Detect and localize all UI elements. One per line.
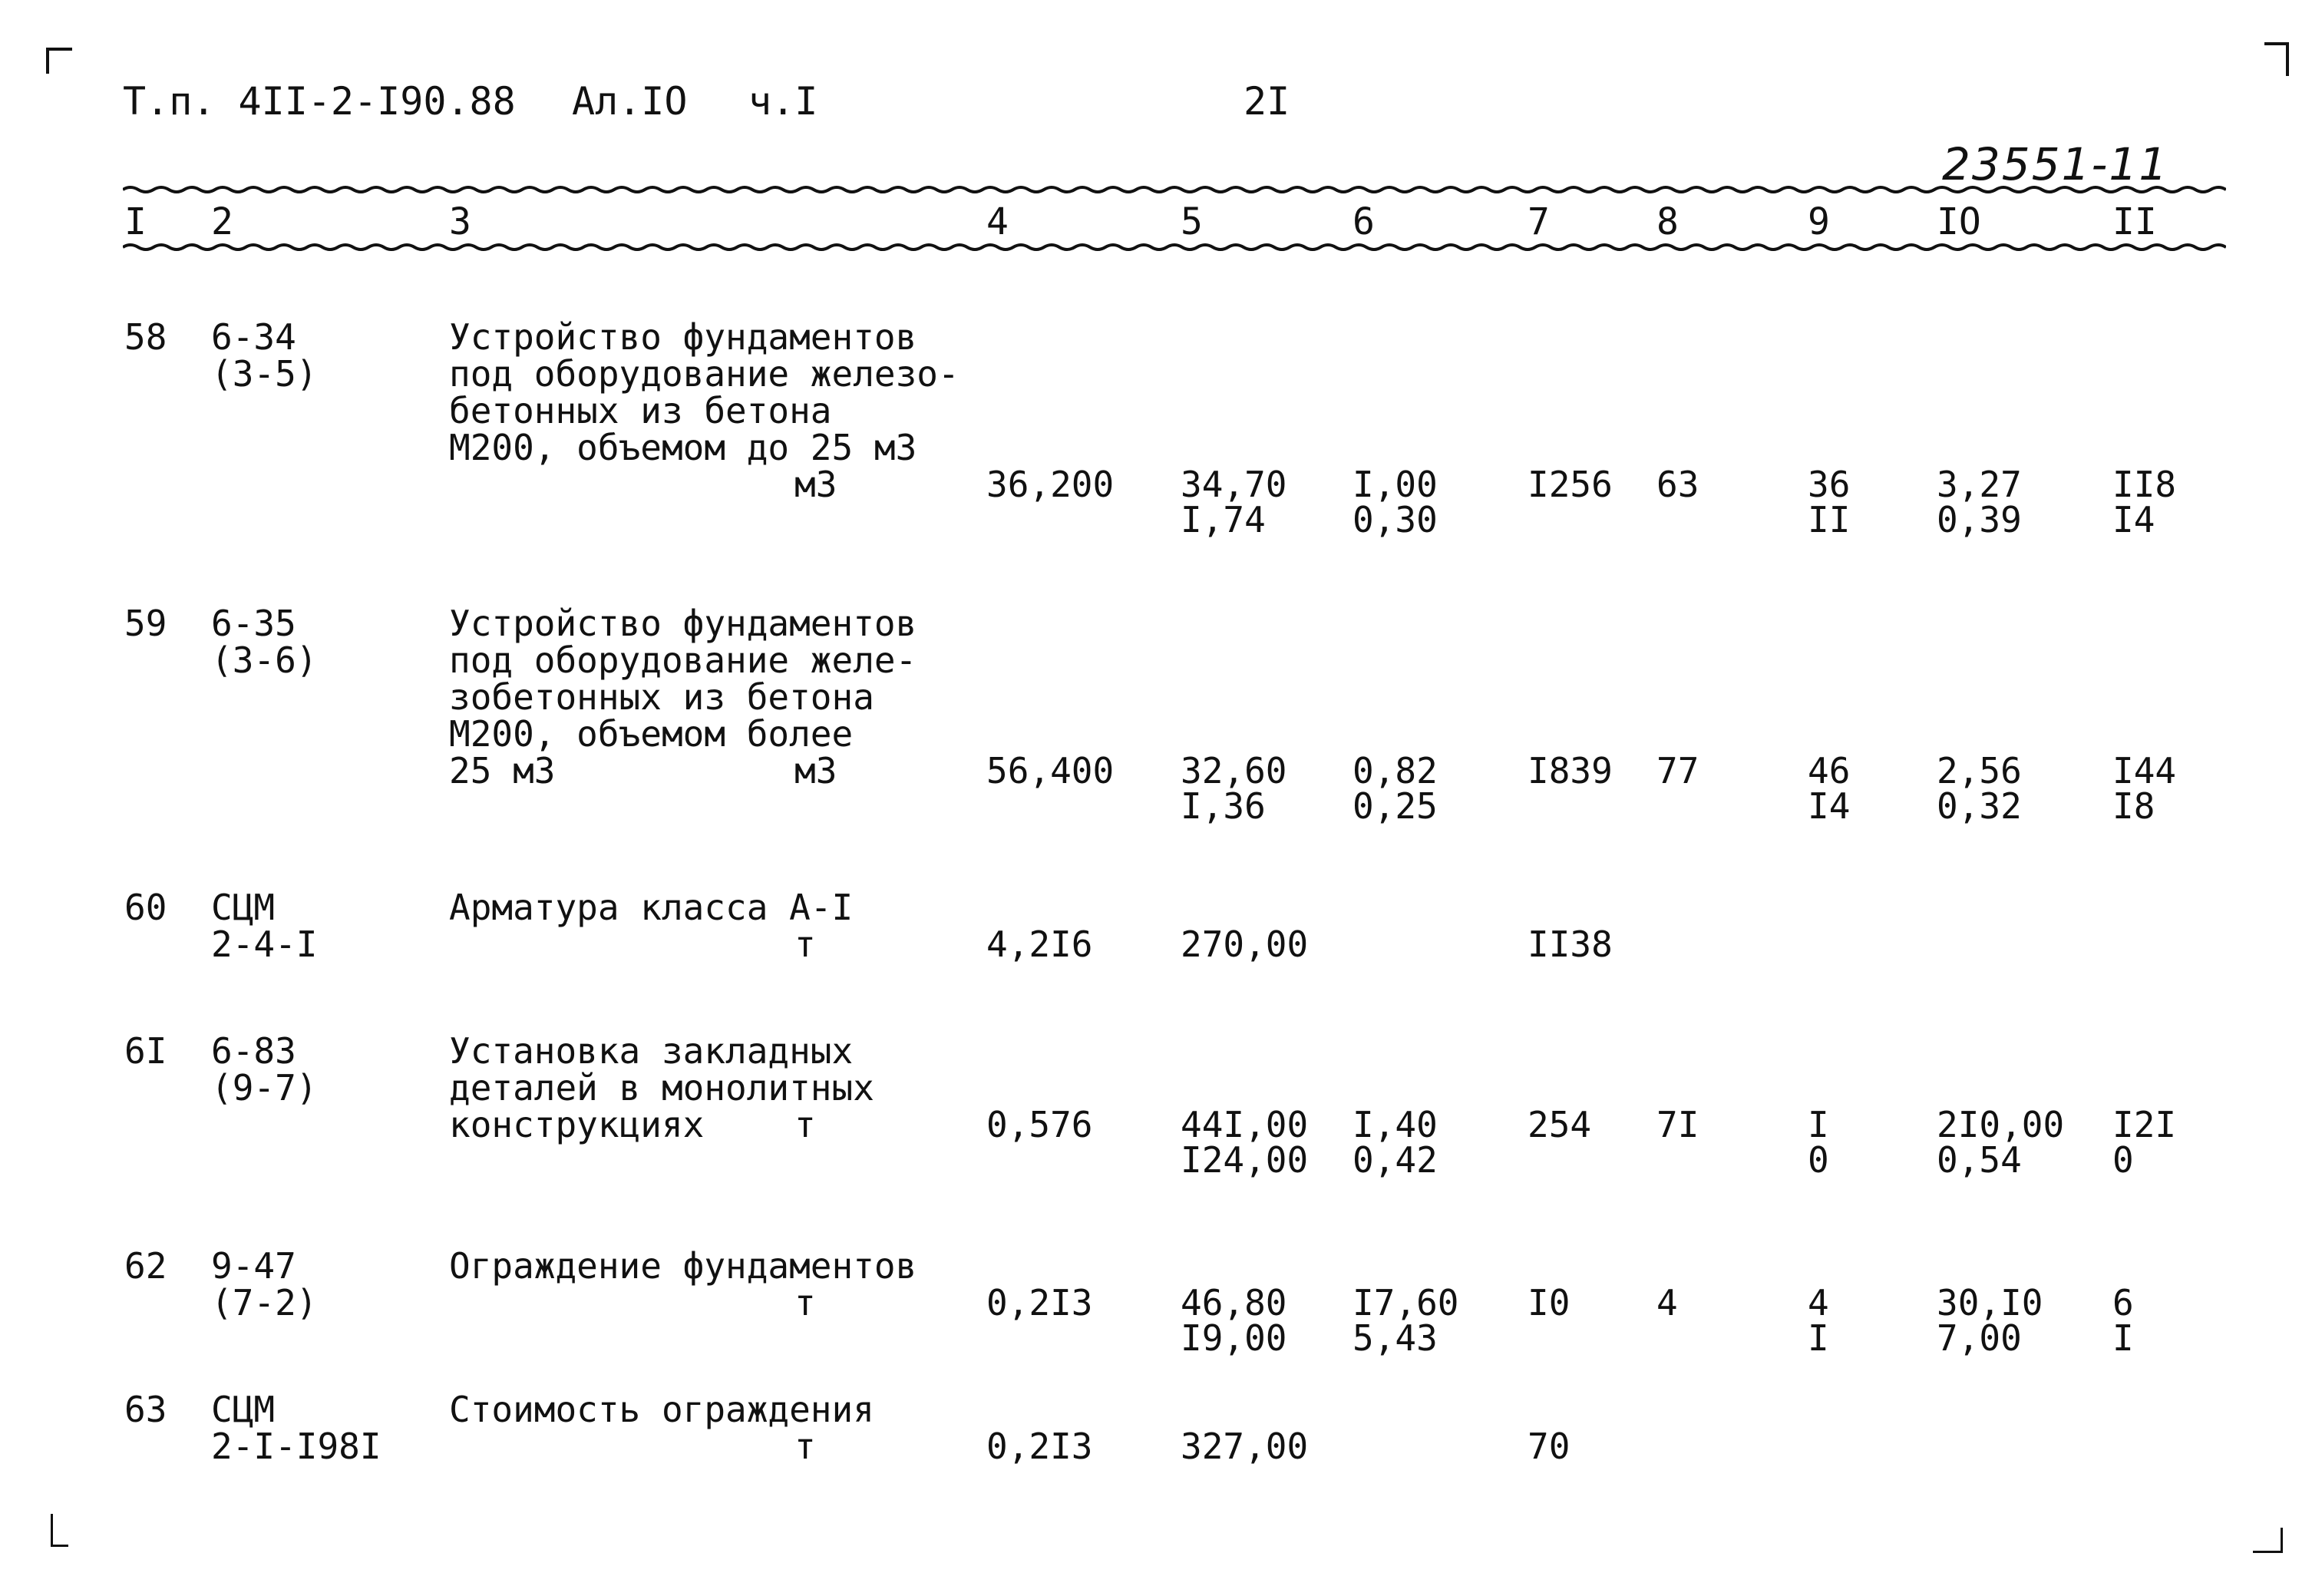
col9-value: I (1808, 1104, 1829, 1145)
col10-value-sub: 7,00 (1937, 1317, 2022, 1359)
col9-value-sub: 0 (1808, 1139, 1829, 1181)
col9-value: 36 (1808, 464, 1851, 505)
col6-value-sub: 0,42 (1353, 1139, 1438, 1181)
col10-value-sub: 0,39 (1937, 499, 2022, 540)
unit-of-measure: т (794, 924, 816, 965)
work-description-line: бетонных из бетона (449, 390, 832, 431)
col10-value: 2I0,00 (1937, 1104, 2065, 1145)
quantity: 4,2I6 (986, 924, 1093, 965)
col10-value-sub: 0,32 (1937, 785, 2022, 827)
row-number: 6I (124, 1030, 167, 1072)
row-number: 63 (124, 1389, 167, 1430)
table-header-bottom-rule (123, 242, 2226, 253)
col9-value-sub: I4 (1808, 785, 1851, 827)
col6-value-sub: 0,30 (1353, 499, 1438, 540)
column-header-1: I (124, 200, 147, 243)
unit-cost: 270,00 (1181, 924, 1309, 965)
norm-code: СЦМ (211, 1389, 276, 1430)
work-description-line: Установка закладных (449, 1030, 854, 1072)
corner-mark-bottom-right (2253, 1528, 2283, 1553)
norm-code: 6-35 (211, 603, 296, 644)
table-top-rule (123, 184, 2226, 195)
col6-value: I,00 (1353, 464, 1438, 505)
col8-value: 4 (1656, 1282, 1678, 1323)
norm-code: 6-83 (211, 1030, 296, 1072)
work-description-line: под оборудование желе- (449, 639, 917, 681)
col10-value: 2,56 (1937, 750, 2022, 791)
col10-value: 30,I0 (1937, 1282, 2043, 1323)
total-cost: I839 (1528, 750, 1613, 791)
row-number: 60 (124, 887, 167, 928)
norm-code: СЦМ (211, 887, 276, 928)
unit-cost: 44I,00 (1181, 1104, 1309, 1145)
work-description-line: Арматура класса A-I (449, 887, 854, 928)
corner-mark-bottom-left (51, 1514, 68, 1547)
col6-value: I,40 (1353, 1104, 1438, 1145)
col10-value: 3,27 (1937, 464, 2022, 505)
col6-value-sub: 5,43 (1353, 1317, 1438, 1359)
col8-value: 63 (1656, 464, 1699, 505)
col9-value-sub: II (1808, 499, 1851, 540)
work-description-line: под оборудование железо- (449, 353, 959, 395)
column-header-11: II (2112, 200, 2157, 243)
col10-value-sub: 0,54 (1937, 1139, 2022, 1181)
work-description-line: M200, объемом до 25 м3 (449, 427, 917, 468)
row-number: 59 (124, 603, 167, 644)
col8-value: 7I (1656, 1104, 1699, 1145)
work-description-line: деталей в монолитных (449, 1067, 874, 1109)
total-cost: 70 (1528, 1426, 1571, 1467)
norm-code: 9-47 (211, 1245, 296, 1287)
page-number: 2I (1244, 79, 1290, 124)
norm-code-ref: 2-4-I (211, 924, 318, 965)
quantity: 0,2I3 (986, 1282, 1093, 1323)
document-code: Т.п. 4II-2-I90.88 (123, 79, 516, 124)
handwritten-number: 23551-11 (1942, 138, 2169, 190)
column-header-8: 8 (1656, 200, 1679, 243)
norm-code-ref: (3-6) (211, 639, 318, 681)
col6-value: I7,60 (1353, 1282, 1459, 1323)
corner-mark-top-left (46, 48, 72, 74)
quantity: 56,400 (986, 750, 1115, 791)
col9-value: 46 (1808, 750, 1851, 791)
album-number: Ал.IO (572, 79, 688, 124)
col11-value-sub: I (2112, 1317, 2134, 1359)
col11-value-sub: I8 (2112, 785, 2155, 827)
work-description-line: M200, объемом более (449, 713, 854, 755)
unit-cost: 32,60 (1181, 750, 1287, 791)
col11-value-sub: I4 (2112, 499, 2155, 540)
work-description-line: зобетонных из бетона (449, 676, 874, 718)
unit-of-measure: т (794, 1426, 816, 1467)
work-description-line: 25 м3 (449, 750, 556, 791)
work-description-line: Стоимость ограждения (449, 1389, 874, 1430)
row-number: 58 (124, 316, 167, 358)
column-header-2: 2 (211, 200, 233, 243)
norm-code-ref: (9-7) (211, 1067, 318, 1109)
total-cost: 254 (1528, 1104, 1592, 1145)
total-cost: I0 (1528, 1282, 1571, 1323)
quantity: 0,576 (986, 1104, 1093, 1145)
column-header-10: IO (1937, 200, 1981, 243)
unit-of-measure: м3 (794, 750, 837, 791)
col9-value-sub: I (1808, 1317, 1829, 1359)
unit-cost-sub: I9,00 (1181, 1317, 1287, 1359)
column-header-3: 3 (449, 200, 471, 243)
corner-mark-top-right (2264, 42, 2289, 76)
unit-cost-sub: I24,00 (1181, 1139, 1309, 1181)
norm-code: 6-34 (211, 316, 296, 358)
quantity: 0,2I3 (986, 1426, 1093, 1467)
column-header-6: 6 (1353, 200, 1375, 243)
row-number: 62 (124, 1245, 167, 1287)
unit-cost-sub: I,36 (1181, 785, 1266, 827)
work-description-line: Устройство фундаментов (449, 603, 917, 644)
column-header-9: 9 (1808, 200, 1830, 243)
col8-value: 77 (1656, 750, 1699, 791)
total-cost: II38 (1528, 924, 1613, 965)
unit-of-measure: м3 (794, 464, 837, 505)
work-description-line: конструкциях (449, 1104, 705, 1145)
col11-value: II8 (2112, 464, 2177, 505)
col11-value-sub: 0 (2112, 1139, 2134, 1181)
unit-cost: 327,00 (1181, 1426, 1309, 1467)
col9-value: 4 (1808, 1282, 1829, 1323)
col6-value: 0,82 (1353, 750, 1438, 791)
column-header-5: 5 (1181, 200, 1203, 243)
unit-of-measure: т (794, 1282, 816, 1323)
norm-code-ref: 2-I-I98I (211, 1426, 381, 1467)
norm-code-ref: (3-5) (211, 353, 318, 395)
unit-cost: 46,80 (1181, 1282, 1287, 1323)
col6-value-sub: 0,25 (1353, 785, 1438, 827)
unit-of-measure: т (794, 1104, 816, 1145)
col11-value: I2I (2112, 1104, 2177, 1145)
total-cost: I256 (1528, 464, 1613, 505)
col11-value: 6 (2112, 1282, 2134, 1323)
quantity: 36,200 (986, 464, 1115, 505)
column-header-7: 7 (1528, 200, 1550, 243)
unit-cost-sub: I,74 (1181, 499, 1266, 540)
work-description-line: Ограждение фундаментов (449, 1245, 917, 1287)
work-description-line: Устройство фундаментов (449, 316, 917, 358)
part-number: ч.I (748, 79, 818, 124)
norm-code-ref: (7-2) (211, 1282, 318, 1323)
col11-value: I44 (2112, 750, 2177, 791)
column-header-4: 4 (986, 200, 1009, 243)
unit-cost: 34,70 (1181, 464, 1287, 505)
